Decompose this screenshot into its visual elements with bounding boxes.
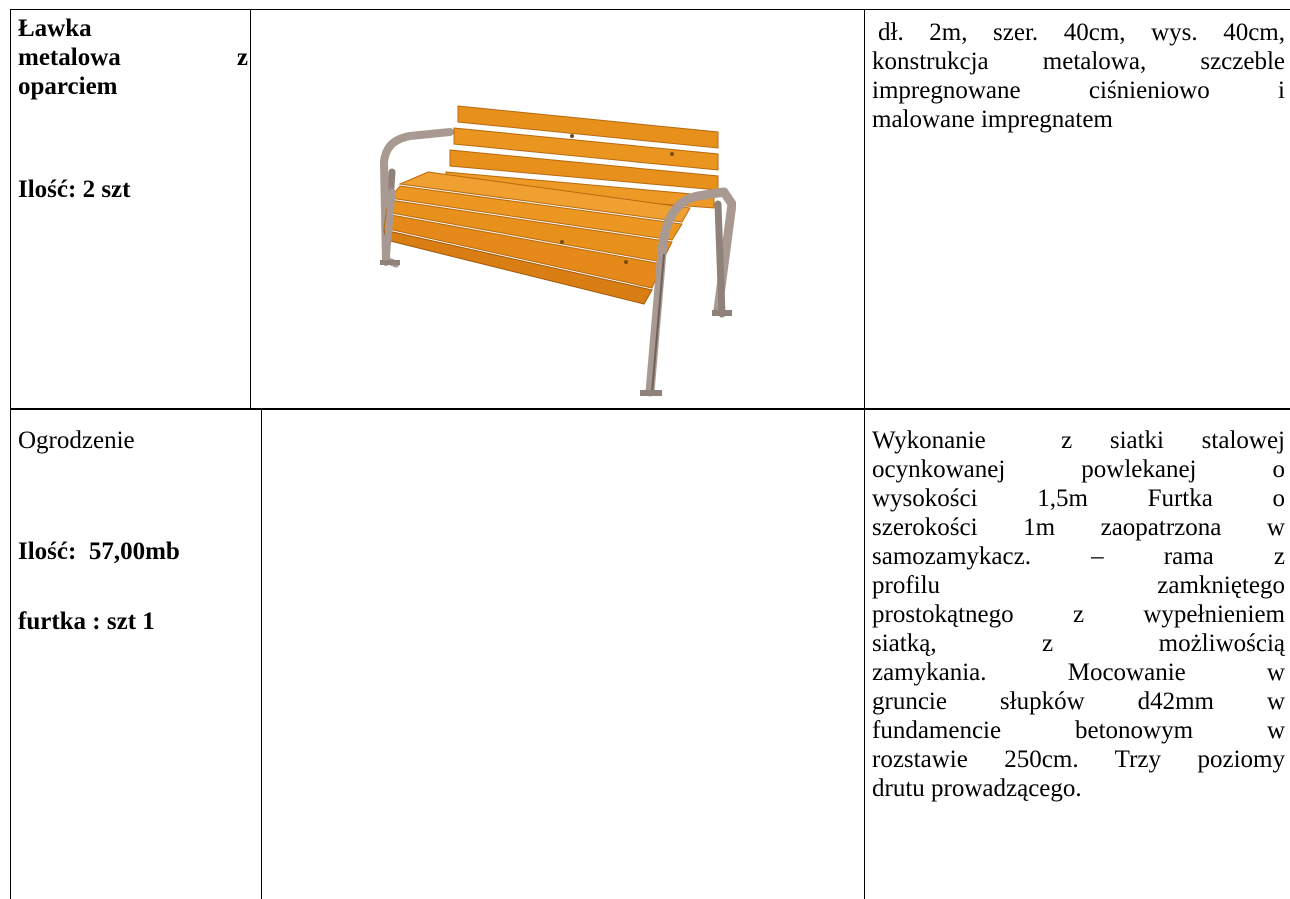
bench-title-line-2 — [18, 43, 248, 72]
bench-quantity: Ilość: 2 szt — [18, 176, 131, 203]
bench-image — [372, 92, 736, 400]
bench-foot-right-back — [712, 310, 732, 316]
row2-col1-divider — [261, 409, 262, 899]
col2-divider — [864, 9, 865, 899]
bench-title-line-1: Ławka — [18, 15, 92, 42]
gate-quantity: furtka : szt 1 — [18, 608, 155, 635]
fence-description-line-12: rozstawie 250cm. Trzy poziomy — [872, 746, 1285, 773]
fence-quantity: Ilość: 57,00mb — [18, 538, 180, 565]
fence-description-line-3: wysokości 1,5m Furtka o — [872, 485, 1285, 512]
bench-title-word-metalowa: metalowa — [18, 44, 121, 71]
fence-description-line-10: gruncie słupków d42mm w — [872, 688, 1285, 715]
table-left-border — [10, 9, 11, 899]
bench-title-line-3: oparciem — [18, 73, 118, 100]
table-top-border — [10, 9, 1290, 10]
fence-description-line-2: ocynkowanej powlekanej o — [872, 456, 1285, 483]
fence-description-line-5: samozamykacz. – rama z — [872, 543, 1285, 570]
fence-description-line-11: fundamencie betonowym w — [872, 717, 1285, 744]
bench-title-word-z: z — [236, 44, 248, 71]
bench-description-line-1: dł. 2m, szer. 40cm, wys. 40cm, — [878, 19, 1285, 46]
bench-foot-right-front — [640, 390, 662, 396]
bench-title — [18, 14, 248, 101]
bench-description-line-3: impregnowane ciśnieniowo i — [872, 77, 1285, 104]
row-divider — [10, 408, 1290, 410]
fence-description-line-7: prostokątnego z wypełnieniem — [872, 601, 1285, 628]
bench-foot-left — [380, 260, 400, 265]
fence-description-line-1: Wykonanie z siatki stalowej — [872, 427, 1285, 454]
fence-description-line-6: profilu zamkniętego — [872, 572, 1285, 599]
bench-description — [872, 18, 1285, 134]
row1-col1-divider — [250, 9, 251, 409]
bench-back-leg-right — [718, 204, 722, 314]
bench-description-line-4: malowane impregnatem — [872, 106, 1113, 133]
fence-description-line-8: siatką, z możliwością — [872, 630, 1285, 657]
fence-title: Ogrodzenie — [18, 427, 135, 454]
bench-description-line-2: konstrukcja metalowa, szczeble — [872, 48, 1285, 75]
fence-description — [872, 426, 1285, 803]
fence-description-line-13: drutu prowadzącego. — [872, 775, 1082, 802]
fence-description-line-9: zamykania. Mocowanie w — [872, 659, 1285, 686]
fence-description-line-4: szerokości 1m zaopatrzona w — [872, 514, 1285, 541]
